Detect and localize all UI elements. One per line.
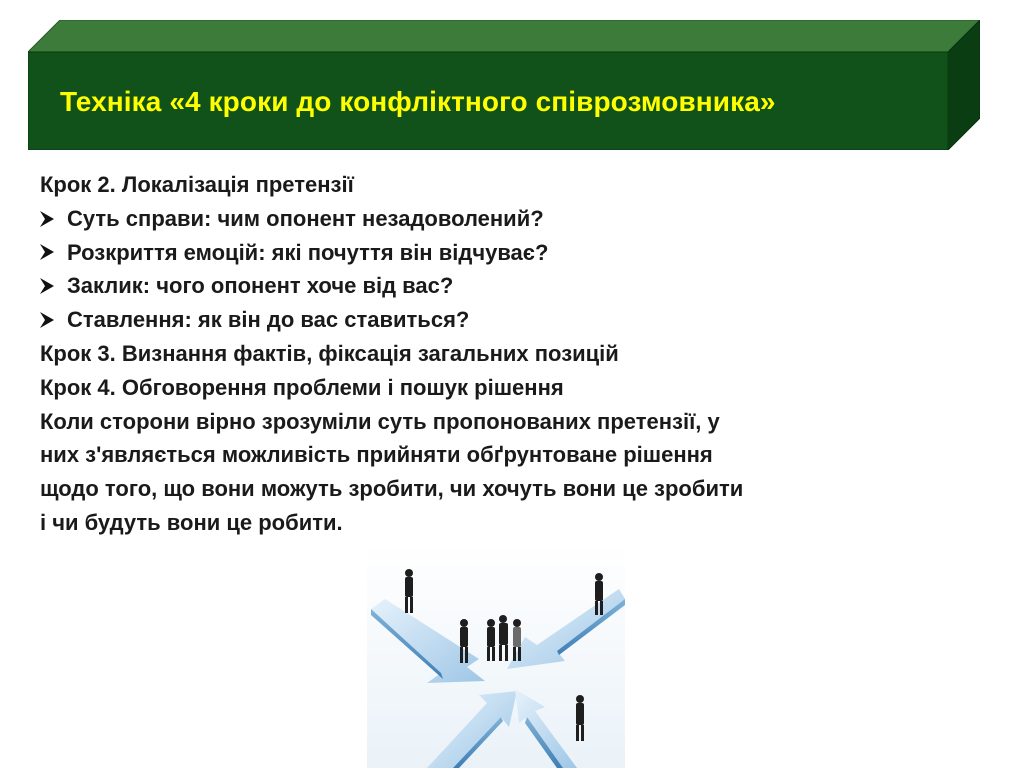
arrowhead-bullet-icon <box>40 211 54 227</box>
banner-3d-box <box>28 20 980 150</box>
bullet-text: Ставлення: як він до вас ставиться? <box>67 307 470 333</box>
paragraph-line: і чи будуть вони це робити. <box>40 509 343 535</box>
slide-title: Техніка «4 кроки до конфліктного співрозмовника» <box>60 86 776 117</box>
arrowhead-bullet-icon <box>40 312 54 328</box>
paragraph-line: них з'являється можливість прийняти обґрунтоване рішення <box>40 442 713 468</box>
bullet-text: Суть справи: чим опонент незадоволений? <box>67 205 544 231</box>
title-banner <box>28 20 980 150</box>
step-3-heading: Крок 3. Визнання фактів, фіксація загальних позицій <box>40 340 619 366</box>
slide-body <box>40 168 980 540</box>
bullet-text: Розкриття емоцій: які почуття він відчуває? <box>67 239 549 265</box>
people-on-converging-arrows-illustration <box>367 541 625 768</box>
bullet-item <box>40 303 980 337</box>
arrowhead-bullet-icon <box>40 244 54 260</box>
paragraph-line: Коли сторони вірно зрозуміли суть пропонованих претензії, у <box>40 408 720 434</box>
bullet-item <box>40 202 980 236</box>
arrowhead-bullet-icon <box>40 278 54 294</box>
bullet-item <box>40 269 980 303</box>
illustration-image <box>367 541 625 768</box>
paragraph-line: щодо того, що вони можуть зробити, чи хочуть вони це зробити <box>40 476 744 502</box>
step-4-heading: Крок 4. Обговорення проблеми і пошук рішення <box>40 374 564 400</box>
bullet-text: Заклик: чого опонент хоче від вас? <box>67 273 454 299</box>
step-2-heading: Крок 2. Локалізація претензії <box>40 172 354 197</box>
bullet-item <box>40 236 980 270</box>
